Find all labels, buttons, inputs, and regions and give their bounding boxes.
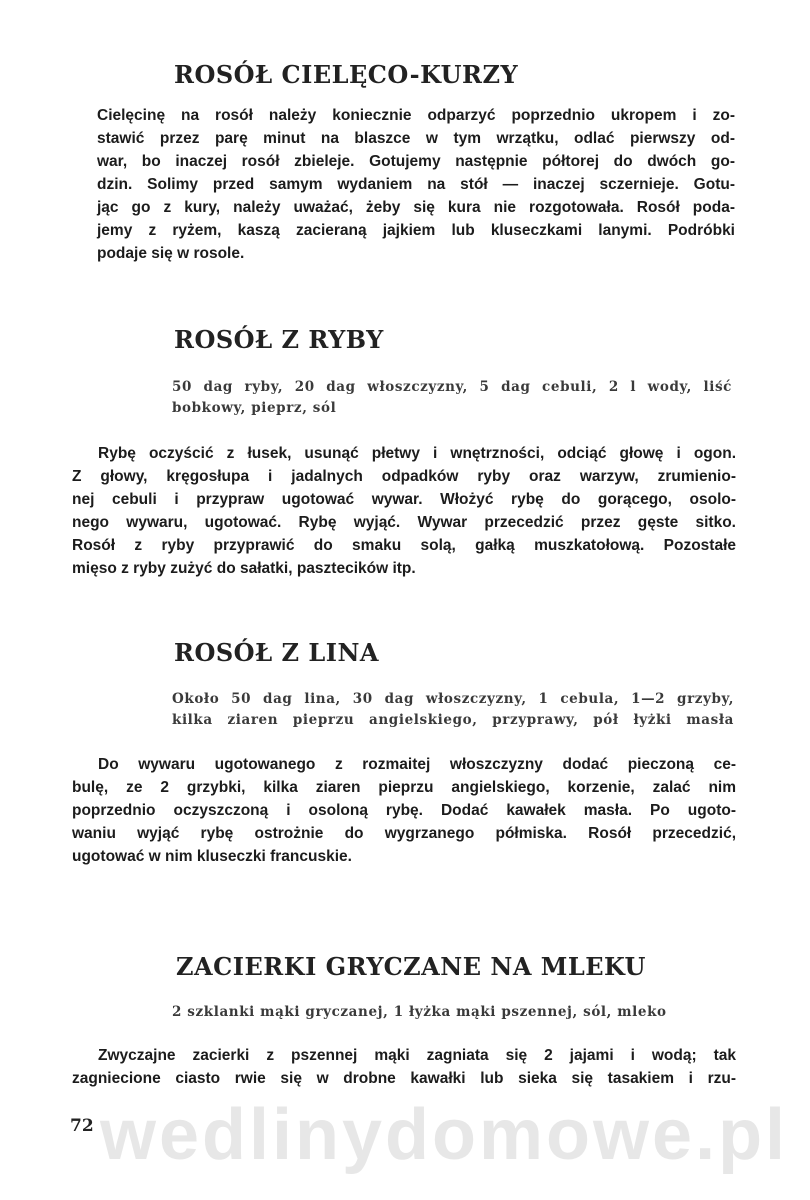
text-line: stawić przez parę minut na blaszce w tym wrzątku, odlać pierwszy od- <box>97 130 735 147</box>
text-line: Rybę oczyścić z łusek, usunąć płetwy i wnętrzności, odciąć głowę i ogon. <box>98 445 736 462</box>
recipe-title-rosol-z-lina: ROSÓŁ Z LINA <box>174 638 380 667</box>
text-line: zagniecione ciasto rwie się w drobne kawałki lub sieka się tasakiem i rzu- <box>72 1070 736 1087</box>
ingredients-line: 2 szklanki mąki gryczanej, 1 łyżka mąki pszennej, sól, mleko <box>172 1004 667 1020</box>
text-line: jąc go z kury, należy uważać, żeby się kura nie rozgotowała. Rosół poda- <box>97 199 735 216</box>
text-line: mięso z ryby zużyć do sałatki, pasztecików itp. <box>72 560 416 577</box>
text-line: Do wywaru ugotowanego z rozmaitej włoszczyzny dodać pieczoną ce- <box>98 756 736 773</box>
recipe-text-rosol-z-ryby <box>72 442 736 580</box>
text-line: Zwyczajne zacierki z pszennej mąki zagniata się 2 jajami i wodą; tak <box>98 1047 736 1064</box>
ingredients-line: Około 50 dag lina, 30 dag włoszczyzny, 1 cebula, 1—2 grzyby, <box>172 691 734 707</box>
watermark: wedlinydomowe.pl <box>100 1095 789 1175</box>
text-line: nej cebuli i przypraw ugotować wywar. Włożyć rybę do gorącego, osolo- <box>72 491 736 508</box>
ingredients-rosol-z-ryby <box>172 377 732 419</box>
text-line: war, bo inaczej rosół zbieleje. Gotujemy następnie półtorej do dwóch go- <box>97 153 735 170</box>
text-line: Z głowy, kręgosłupa i jadalnych odpadków ryby oraz warzyw, zrumienio- <box>72 468 736 485</box>
recipe-title-rosol-cieleco-kurzy: ROSÓŁ CIELĘCO-KURZY <box>174 60 519 89</box>
page-number: 72 <box>70 1116 94 1136</box>
text-line: nego wywaru, ugotować. Rybę wyjąć. Wywar przecedzić przez gęste sitko. <box>72 514 736 531</box>
ingredients-rosol-z-lina <box>172 689 734 731</box>
text-line: podaje się w rosole. <box>97 245 245 262</box>
text-line: bulę, ze 2 grzybki, kilka ziaren pieprzu angielskiego, korzenie, zalać nim <box>72 779 736 796</box>
recipe-text-rosol-z-lina <box>72 753 736 868</box>
ingredients-line: kilka ziaren pieprzu angielskiego, przyprawy, pół łyżki masła <box>172 712 734 728</box>
text-line: poprzednio oczyszczoną i osoloną rybę. Dodać kawałek masła. Po ugoto- <box>72 802 736 819</box>
ingredients-line: 50 dag ryby, 20 dag włoszczyzny, 5 dag cebuli, 2 l wody, liść <box>172 379 732 395</box>
text-line: Cielęcinę na rosół należy koniecznie odparzyć poprzednio ukropem i zo- <box>97 107 735 124</box>
text-line: Rosół z ryby przyprawić do smaku solą, gałką muszkatołową. Pozostałe <box>72 537 736 554</box>
recipe-text-zacierki-gryczane <box>72 1044 736 1090</box>
recipe-title-zacierki-gryczane: ZACIERKI GRYCZANE NA MLEKU <box>176 952 646 981</box>
recipe-text-rosol-cieleco-kurzy <box>97 104 735 265</box>
text-line: ugotować w nim kluseczki francuskie. <box>72 848 352 865</box>
text-line: jemy z ryżem, kaszą zacieraną jajkiem lub kluseczkami lanymi. Podróbki <box>97 222 735 239</box>
ingredients-line: bobkowy, pieprz, sól <box>172 400 337 416</box>
text-line: dzin. Solimy przed samym wydaniem na stół — inaczej sczernieje. Gotu- <box>97 176 735 193</box>
text-line: waniu wyjąć rybę ostrożnie do wygrzanego półmiska. Rosół przecedzić, <box>72 825 736 842</box>
recipe-title-rosol-z-ryby: ROSÓŁ Z RYBY <box>174 325 384 354</box>
ingredients-zacierki-gryczane <box>172 1002 732 1023</box>
